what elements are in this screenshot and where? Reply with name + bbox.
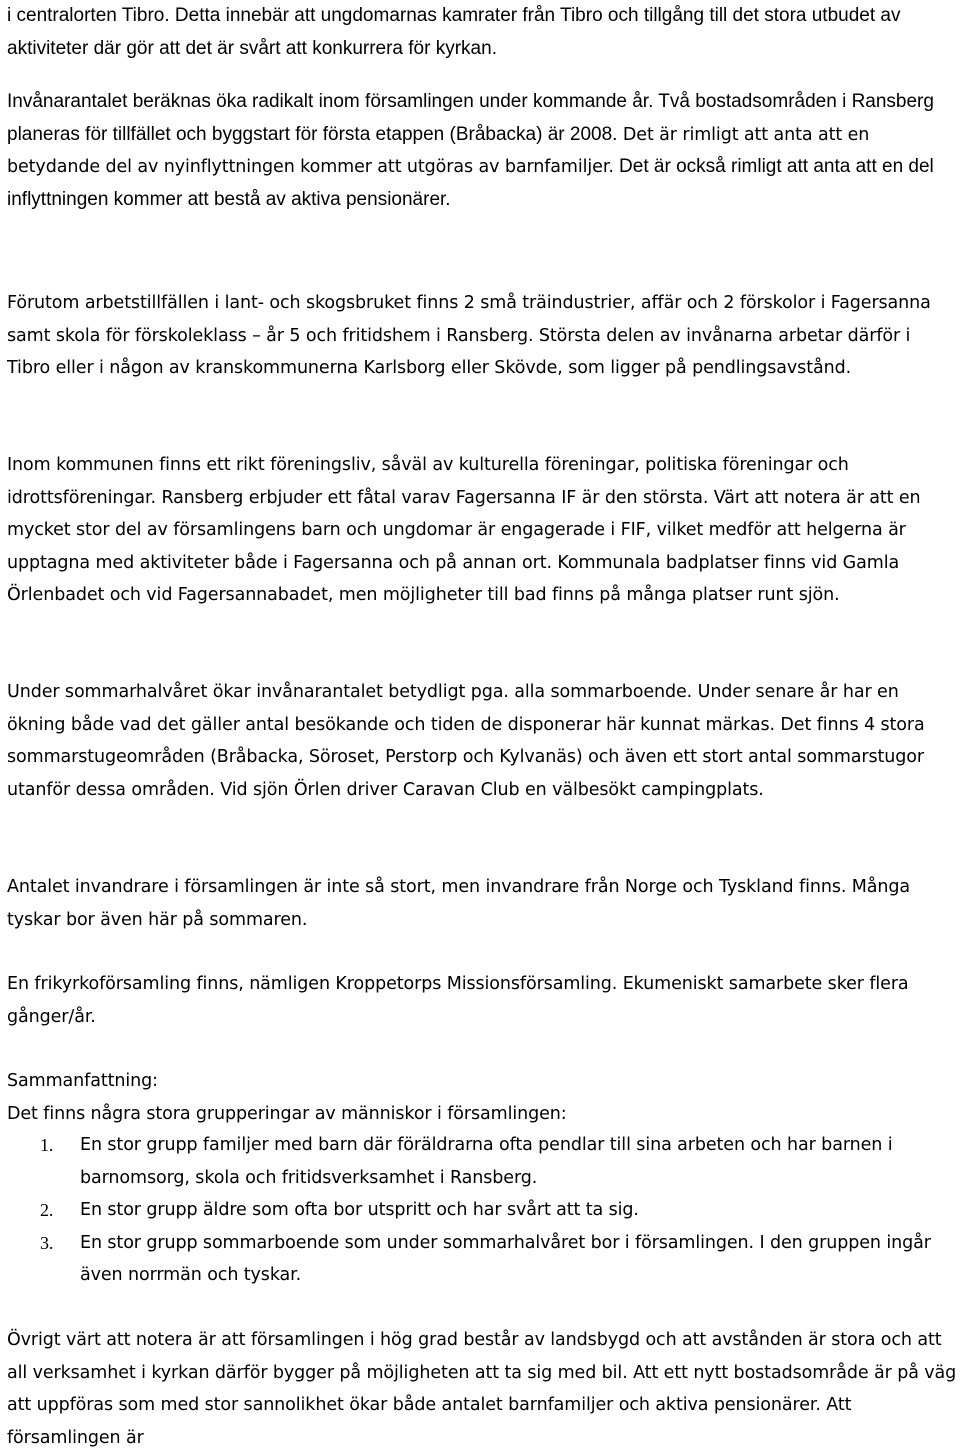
paragraph-immigrants: Antalet invandrare i församlingen är inte så stort, men invandrare från Norge och Tyskland finns. Många tyskar bor även här på sommaren.	[7, 877, 911, 930]
paragraph-free-church: En frikyrkoförsamling finns, nämligen Kroppetorps Missionsförsamling. Ekumeniskt samarbete sker flera gånger/år.	[7, 974, 909, 1027]
list-item	[7, 1227, 957, 1292]
list-item-number: 3.	[40, 1232, 54, 1253]
paragraph-summer-residents: Under sommarhalvåret ökar invånarantalet betydligt pga. alla sommarboende. Under senare år har en ökning både vad det gäller antal besökande och tiden de disponerar här kunnat märkas. Det finns 4 stora sommarstugeområden (Bråbacka, Söroset, Perstorp och Kylvanäs) och även ett stort antal sommarstugor utanför dessa områden. Vid sjön Örlen driver Caravan Club en välbesökt campingplats.	[7, 682, 925, 800]
paragraph-associations: Inom kommunen finns ett rikt föreningsliv, såväl av kulturella föreningar, politiska föreningar och idrottsföreningar. Ransberg erbjuder ett fåtal varav Fagersanna IF är den största. Värt att notera är att en mycket stor del av församlingens barn och ungdomar är engagerade i FIF, vilket medför att helgerna är upptagna med aktiviteter både i Fagersanna och på annan ort. Kommunala badplatser finns vid Gamla Örlenbadet och vid Fagersannabadet, men möjligheter till bad finns på många platser runt sjön.	[7, 455, 921, 606]
list-item-text: En stor grupp sommarboende som under sommarhalvåret bor i församlingen. I den gruppen ingår även norrmän och tyskar.	[80, 1232, 931, 1286]
list-item-text: En stor grupp äldre som ofta bor utspritt och har svårt att ta sig.	[80, 1200, 639, 1221]
paragraph-youth-competition: i centralorten Tibro. Detta innebär att ungdomarnas kamrater från Tibro och tillgång till det stora utbudet av aktiviteter där gör att det är svårt att konkurrera för kyrkan.	[7, 5, 901, 59]
summary-section	[7, 1065, 567, 1130]
families-text: Det är rimligt att anta att en betydande del av nyinflyttningen kommer att utgöras av barnfamiljer.	[7, 124, 870, 178]
paragraph-population-growth	[7, 86, 957, 216]
paragraph-employment: Förutom arbetstillfällen i lant- och skogsbruket finns 2 små träindustrier, affär och 2 förskolor i Fagersanna samt skola för förskoleklass – år 5 och fritidshem i Ransberg. Största delen av invånarna arbetar därför i Tibro eller i någon av kranskommunerna Karlsborg eller Skövde, som ligger på pendlingsavstånd.	[7, 293, 931, 379]
list-item-number: 1.	[40, 1135, 54, 1155]
summary-heading: Sammanfattning:	[7, 1071, 158, 1091]
population-growth-text: Invånarantalet beräknas öka radikalt inom församlingen under kommande år. Två bostadsområden i Ransberg planeras för tillfället och byggstart för första etappen (Bråbacka) är 2008.	[7, 91, 934, 145]
list-item	[7, 1194, 957, 1227]
list-item-number: 2.	[40, 1200, 54, 1221]
list-item-text: En stor grupp familjer med barn där föräldrarna ofta pendlar till sina arbeten och har barnen i barnomsorg, skola och fritidsverksamhet i Ransberg.	[80, 1135, 893, 1188]
paragraph-other-notes: Övrigt värt att notera är att församlingen i hög grad består av landsbygd och att avstånden är stora och att all verksamhet i kyrkan därför bygger på möjligheten att ta sig med bil. Att ett nytt bostadsområde är på väg att uppföras som med stor sannolikhet ökar både antalet barnfamiljer och aktiva pensionärer. Att församlingen är	[7, 1330, 957, 1448]
pensioners-text: Det är också rimligt att anta att en del inflyttningen kommer att bestå av aktiva pensionärer.	[7, 156, 934, 210]
list-item	[7, 1129, 957, 1194]
summary-list	[7, 1129, 957, 1292]
summary-intro: Det finns några stora grupperingar av människor i församlingen:	[7, 1103, 567, 1124]
